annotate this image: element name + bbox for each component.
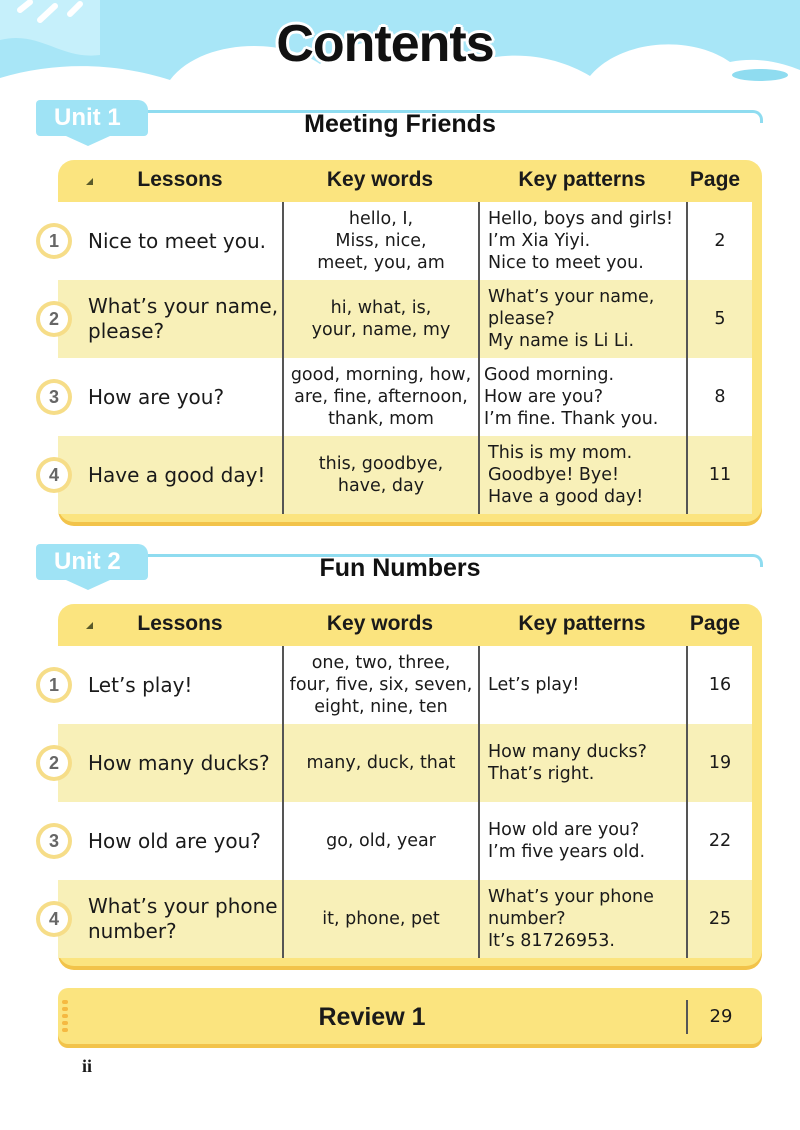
lesson-row[interactable]	[48, 880, 752, 958]
lesson-title: How old are you?	[88, 828, 261, 853]
lesson-title: Let’s play!	[88, 672, 193, 697]
unit-1-lessons-table	[48, 160, 762, 522]
lesson-title: What’s your phone number?	[88, 894, 278, 943]
key-patterns: How old are you? I’m five years old.	[488, 820, 646, 862]
unit-title: Meeting Friends	[304, 110, 496, 138]
review-page-number: 29	[686, 1000, 754, 1034]
page-number: 5	[714, 309, 726, 329]
key-patterns: What’s your phone number? It’s 81726953.	[488, 887, 654, 951]
key-words: go, old, year	[326, 831, 436, 851]
review-row[interactable]	[58, 988, 762, 1044]
lesson-number-badge: 2	[36, 745, 72, 781]
header-lessons: Lessons	[137, 612, 223, 635]
lesson-title: What’s your name, please?	[88, 294, 279, 343]
lesson-number-badge: 2	[36, 301, 72, 337]
page-title: Contents	[276, 15, 494, 73]
lesson-title: Have a good day!	[88, 462, 266, 487]
header-page: Page	[689, 168, 741, 191]
lesson-row[interactable]	[48, 724, 752, 802]
corner-triangle-icon	[86, 622, 93, 629]
unit-title: Fun Numbers	[319, 554, 481, 582]
lesson-number-badge: 3	[36, 379, 72, 415]
header-key-words: Key words	[326, 168, 434, 191]
page-number: 8	[714, 387, 726, 407]
key-words: many, duck, that	[306, 753, 456, 773]
key-patterns: What’s your name, please? My name is Li Li.	[488, 287, 655, 351]
page-number: 11	[708, 465, 732, 485]
lesson-title: How many ducks?	[88, 750, 270, 775]
lesson-row[interactable]	[48, 802, 752, 880]
key-words: this, goodbye, have, day	[318, 454, 444, 496]
key-words: good, morning, how, are, fine, afternoon, thank, mom	[290, 365, 472, 429]
header-key-patterns: Key patterns	[518, 168, 646, 191]
header-key-patterns: Key patterns	[518, 612, 646, 635]
header-lessons: Lessons	[137, 168, 223, 191]
unit-2-lessons-table	[48, 604, 762, 966]
lesson-number-badge: 3	[36, 823, 72, 859]
lesson-row[interactable]	[48, 202, 752, 280]
key-patterns: Let’s play!	[488, 675, 580, 695]
key-words: hi, what, is, your, name, my	[311, 298, 451, 340]
key-words: it, phone, pet	[322, 909, 440, 929]
lesson-row[interactable]	[48, 280, 752, 358]
column-headers	[58, 160, 762, 200]
unit-tab: Unit 2	[36, 544, 148, 580]
key-patterns: Hello, boys and girls! I’m Xia Yiyi. Nice to meet you.	[488, 209, 673, 273]
page-number: 16	[708, 675, 732, 695]
header-banner	[0, 0, 800, 100]
key-patterns: This is my mom. Goodbye! Bye! Have a good day!	[488, 443, 644, 507]
page-number: 22	[708, 831, 732, 851]
lesson-number-badge: 4	[36, 901, 72, 937]
page-number: 19	[708, 753, 732, 773]
key-patterns: How many ducks? That’s right.	[488, 742, 647, 784]
lesson-title: How are you?	[88, 384, 225, 409]
lesson-number-badge: 1	[36, 223, 72, 259]
lesson-number-badge: 4	[36, 457, 72, 493]
lesson-number-badge: 1	[36, 667, 72, 703]
lesson-title: Nice to meet you.	[88, 228, 267, 253]
column-headers	[58, 604, 762, 644]
unit-tab: Unit 1	[36, 100, 148, 136]
page-number: 2	[714, 231, 726, 251]
page-number: 25	[708, 909, 732, 929]
key-words: hello, I, Miss, nice, meet, you, am	[317, 209, 445, 273]
corner-triangle-icon	[86, 178, 93, 185]
lesson-row[interactable]	[48, 436, 752, 514]
lesson-row[interactable]	[48, 358, 752, 436]
header-page: Page	[689, 612, 741, 635]
key-patterns: Good morning. How are you? I’m fine. Thank you.	[484, 365, 659, 429]
key-words: one, two, three, four, five, six, seven, eight, nine, ten	[289, 653, 473, 717]
page-number-footer: ii	[82, 1056, 93, 1076]
header-key-words: Key words	[326, 612, 434, 635]
lesson-row[interactable]	[48, 646, 752, 724]
review-label: Review 1	[318, 1003, 426, 1031]
